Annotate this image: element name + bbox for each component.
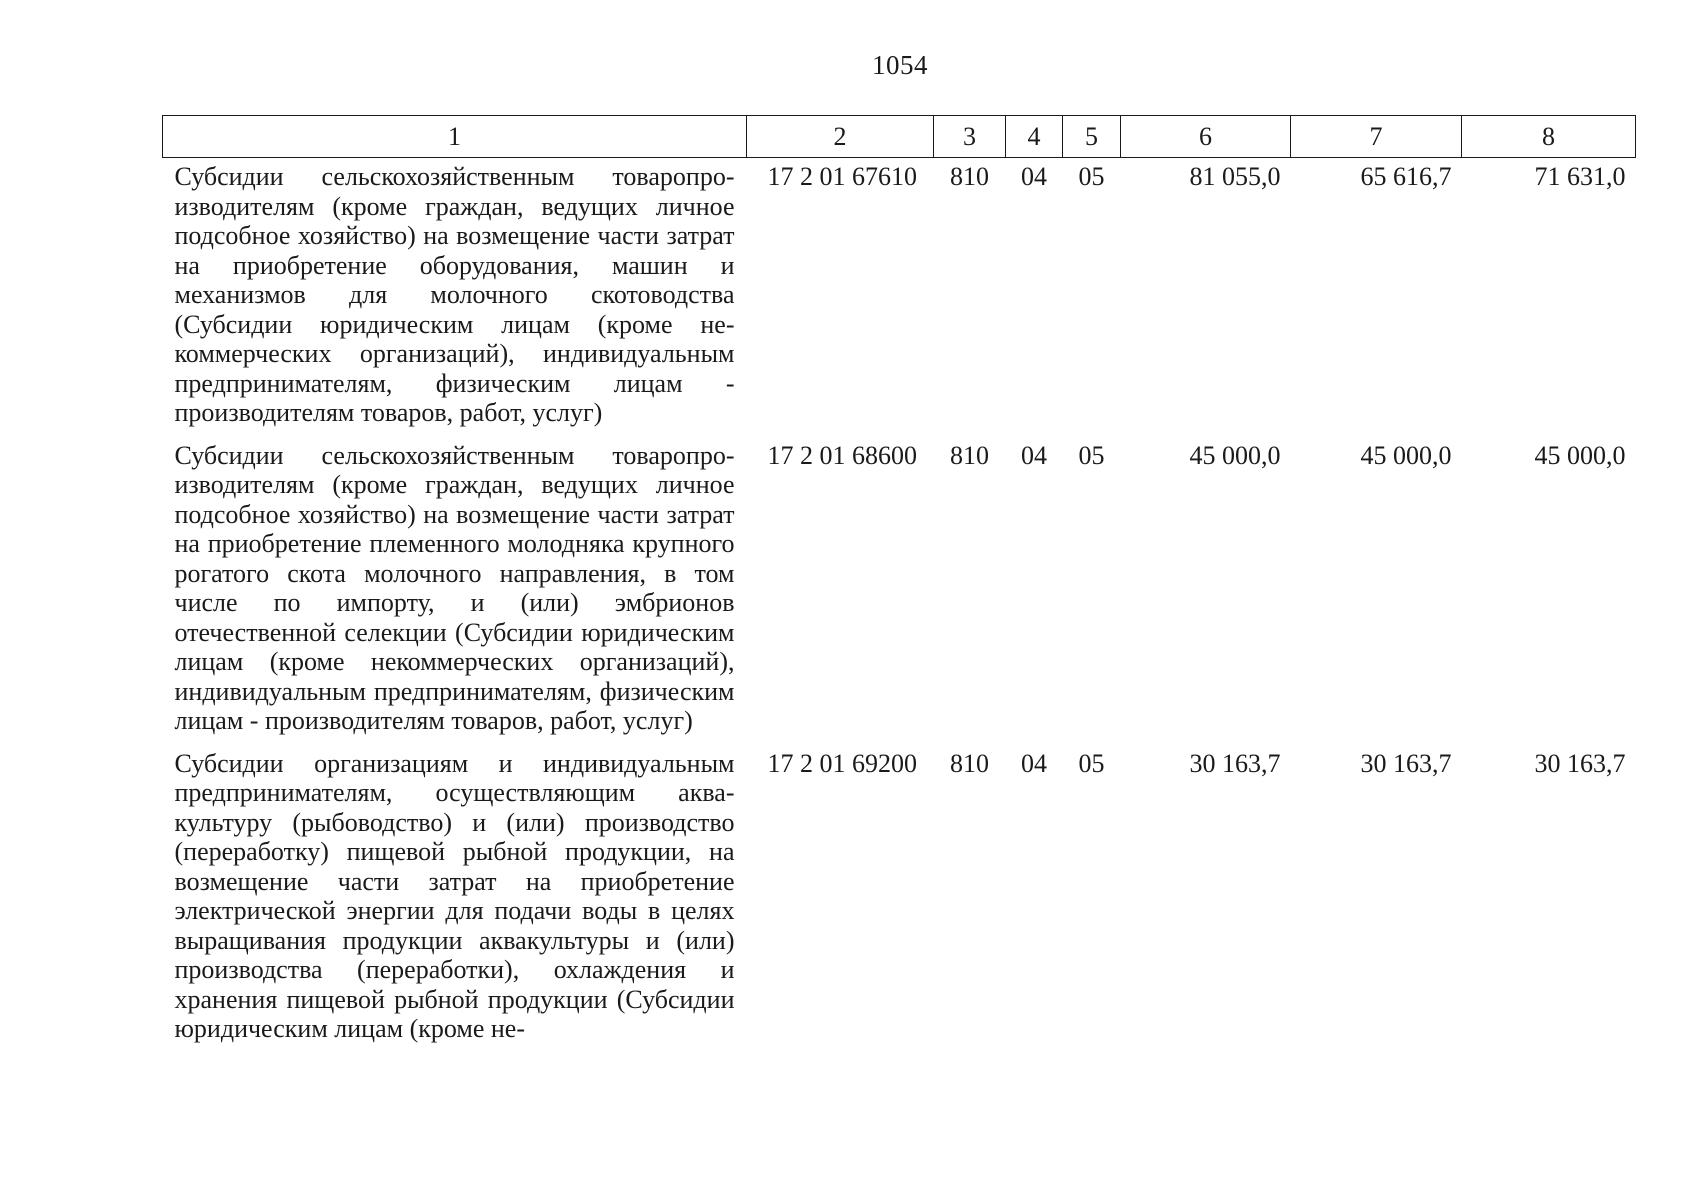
table-row [163, 158, 1636, 428]
row-amount-7: 45 000,0 [1360, 440, 1452, 470]
row-amount-6: 30 163,7 [1189, 748, 1281, 778]
page-number: 1054 [872, 50, 928, 80]
row-code: 17 2 01 68600 [767, 440, 917, 470]
row-amount-8: 71 631,0 [1534, 162, 1626, 191]
budget-table [162, 115, 1636, 1044]
table-row [163, 428, 1636, 736]
column-header-7: 7 [1291, 116, 1462, 158]
row-amount-6: 45 000,0 [1189, 440, 1281, 470]
row-code: 17 2 01 69200 [767, 748, 917, 778]
column-header-4: 4 [1006, 116, 1063, 158]
column-header-8: 8 [1462, 116, 1636, 158]
row-col4: 04 [1021, 440, 1047, 470]
row-col5: 05 [1078, 440, 1105, 470]
row-description: Субсидии сельскохозяйственным товаропроизводителям (кроме граждан, ведущих личное подсобное хозяйство) на возмещение части затрат на приобретение оборудования, машин и механизмов для молочного скотоводства (Субсидии юридическим лицам (кроме некоммерческих организаций), индивидуальным предпринимателям, физическим лицам - производителям товаров, работ, услуг) [174, 162, 735, 427]
row-description: Субсидии организациям и индивидуальным предпринимателям, осуществляющим аквакультуру (рыбоводство) и (или) производство (переработку) пищевой рыбной продукции, на возмещение части затрат на приобретение электрической энергии для подачи воды в целях выращивания продукции аквакультуры и (или) производства (переработки), охлаждения и хранения пищевой рыбной продукции (Субсидии юридическим лицам (кроме не- [174, 748, 735, 1043]
row-description: Субсидии сельскохозяйственным товаропроизводителям (кроме граждан, ведущих личное подсобное хозяйство) на возмещение части затрат на приобретение племенного молодняка крупного рогатого скота молочного направления, в том числе по импорту, и (или) эмбрионов отечественной селекции (Субсидии юридическим лицам (кроме некоммерческих организаций), индивидуальным предпринимателям, физическим лицам - производителям товаров, работ, услуг) [174, 440, 735, 735]
row-code: 17 2 01 67610 [767, 162, 917, 191]
row-amount-8: 30 163,7 [1534, 748, 1626, 778]
column-header-5: 5 [1063, 116, 1121, 158]
row-col3: 810 [950, 162, 989, 191]
row-col5: 05 [1078, 162, 1105, 191]
row-amount-7: 65 616,7 [1360, 162, 1452, 191]
table-header-row [163, 116, 1636, 158]
row-col3: 810 [950, 440, 989, 470]
column-header-2: 2 [747, 116, 934, 158]
row-col3: 810 [950, 748, 989, 778]
row-col4: 04 [1021, 162, 1047, 191]
row-amount-8: 45 000,0 [1534, 440, 1626, 470]
row-col4: 04 [1021, 748, 1047, 778]
column-header-1: 1 [163, 116, 747, 158]
column-header-6: 6 [1121, 116, 1291, 158]
column-header-3: 3 [934, 116, 1006, 158]
table-row [163, 736, 1636, 1044]
row-amount-7: 30 163,7 [1360, 748, 1452, 778]
row-col5: 05 [1078, 748, 1105, 778]
row-amount-6: 81 055,0 [1189, 162, 1281, 191]
